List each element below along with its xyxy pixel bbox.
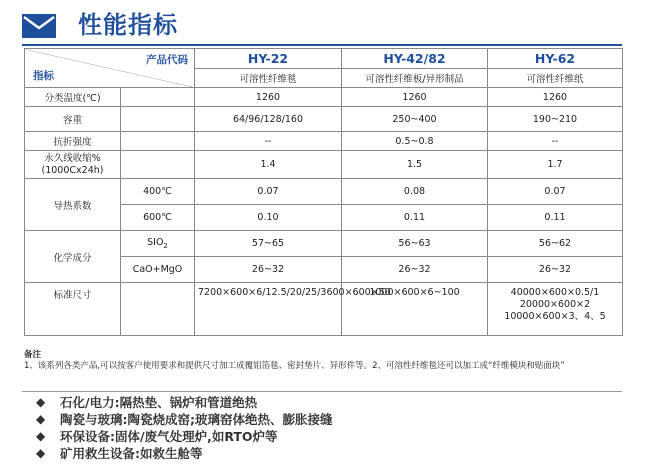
table-cell: 1.7	[488, 151, 623, 179]
table-cell: 56~62	[488, 231, 623, 257]
diamond-bullet-icon: ◆	[36, 412, 46, 426]
list-item: ◆ 环保设备:固体/废气处理炉,如RTO炉等	[36, 429, 278, 444]
table-cell: 1000×600×6~100	[342, 283, 488, 336]
table-cell: 56~63	[342, 231, 488, 257]
diamond-bullet-icon: ◆	[36, 429, 46, 443]
table-cell: 0.08	[342, 179, 488, 205]
mail-icon	[22, 14, 56, 38]
table-row	[25, 107, 623, 132]
row-label: 永久线收缩%(1000Cx24h)	[25, 151, 121, 179]
row-label: 导热系数	[25, 179, 121, 231]
corner-indicator: 指标	[33, 70, 54, 82]
table-cell: 40000×600×0.5/1 20000×600×2 10000×600×3、4、5	[488, 283, 623, 336]
model-header: HY-62	[488, 49, 623, 69]
diamond-bullet-icon: ◆	[36, 446, 46, 460]
table-row	[25, 88, 623, 107]
table-cell: 190~210	[488, 107, 623, 132]
table-cell: 26~32	[342, 257, 488, 283]
list-item: ◆ 矿用救生设备:如救生舱等	[36, 446, 203, 461]
table-cell: 64/96/128/160	[195, 107, 342, 132]
row-label: 标准尺寸	[25, 283, 121, 336]
sub-label: 400℃	[121, 179, 195, 205]
table-row	[25, 231, 623, 257]
model-header: HY-42/82	[342, 49, 488, 69]
section-header	[22, 8, 622, 42]
empty-cell	[121, 151, 195, 179]
table-cell: 26~32	[195, 257, 342, 283]
empty-cell	[121, 132, 195, 151]
table-cell: 1260	[488, 88, 623, 107]
sub-label: 600℃	[121, 205, 195, 231]
table-cell: 0.11	[488, 205, 623, 231]
table-cell: 0.5~0.8	[342, 132, 488, 151]
table-cell: 1.4	[195, 151, 342, 179]
table-row	[25, 179, 623, 205]
title-underline	[22, 44, 622, 46]
product-type-cell: 可溶性纤维板/异形制品	[342, 68, 488, 88]
page-title: 性能指标	[78, 11, 178, 39]
product-type-cell: 可溶性纤维毯	[195, 68, 342, 88]
empty-cell	[121, 107, 195, 132]
table-cell: 0.11	[342, 205, 488, 231]
diamond-bullet-icon: ◆	[36, 395, 46, 409]
table-corner-header	[25, 49, 195, 88]
table-cell: --	[195, 132, 342, 151]
notes-text: 1、该系列各类产品,可以按客户使用要求和提供尺寸加工成覆铝箔毯、密封垫片、异形件等。2、可溶性纤维毯还可以加工成“纤维模块和贴面块”	[24, 361, 565, 371]
table-cell: 57~65	[195, 231, 342, 257]
list-item: ◆ 石化/电力:隔热垫、锅炉和管道绝热	[36, 395, 258, 410]
empty-cell	[121, 88, 195, 107]
table-row	[25, 132, 623, 151]
empty-cell	[121, 283, 195, 336]
row-label: 分类温度(℃)	[25, 88, 121, 107]
table-cell: 0.10	[195, 205, 342, 231]
table-row	[25, 151, 623, 179]
table-cell: 1260	[342, 88, 488, 107]
table-cell: 0.07	[488, 179, 623, 205]
sub-label: $SIO_2$	[121, 231, 195, 257]
corner-product-code: 产品代码	[146, 54, 188, 66]
table-cell: --	[488, 132, 623, 151]
row-label: 化学成分	[25, 231, 121, 283]
row-label: 抗折强度	[25, 132, 121, 151]
list-item: ◆ 陶瓷与玻璃:陶瓷烧成窑;玻璃窑体绝热、膨胀接缝	[36, 412, 333, 427]
table-cell: 1260	[195, 88, 342, 107]
notes-heading: 备注	[24, 350, 42, 360]
row-label: 容重	[25, 107, 121, 132]
table-cell: 0.07	[195, 179, 342, 205]
model-header: HY-22	[195, 49, 342, 69]
application-list	[36, 394, 333, 462]
sub-label: CaO+MgO	[121, 257, 195, 283]
table-cell: 250~400	[342, 107, 488, 132]
table-cell: 7200×600×6/12.5/20/25/3600×600×50	[195, 283, 342, 336]
table-cell: 1.5	[342, 151, 488, 179]
table-cell: 26~32	[488, 257, 623, 283]
product-type-cell: 可溶性纤维纸	[488, 68, 623, 88]
spec-table	[24, 48, 623, 336]
divider	[22, 391, 622, 392]
notes	[24, 350, 622, 372]
table-row	[25, 283, 623, 336]
